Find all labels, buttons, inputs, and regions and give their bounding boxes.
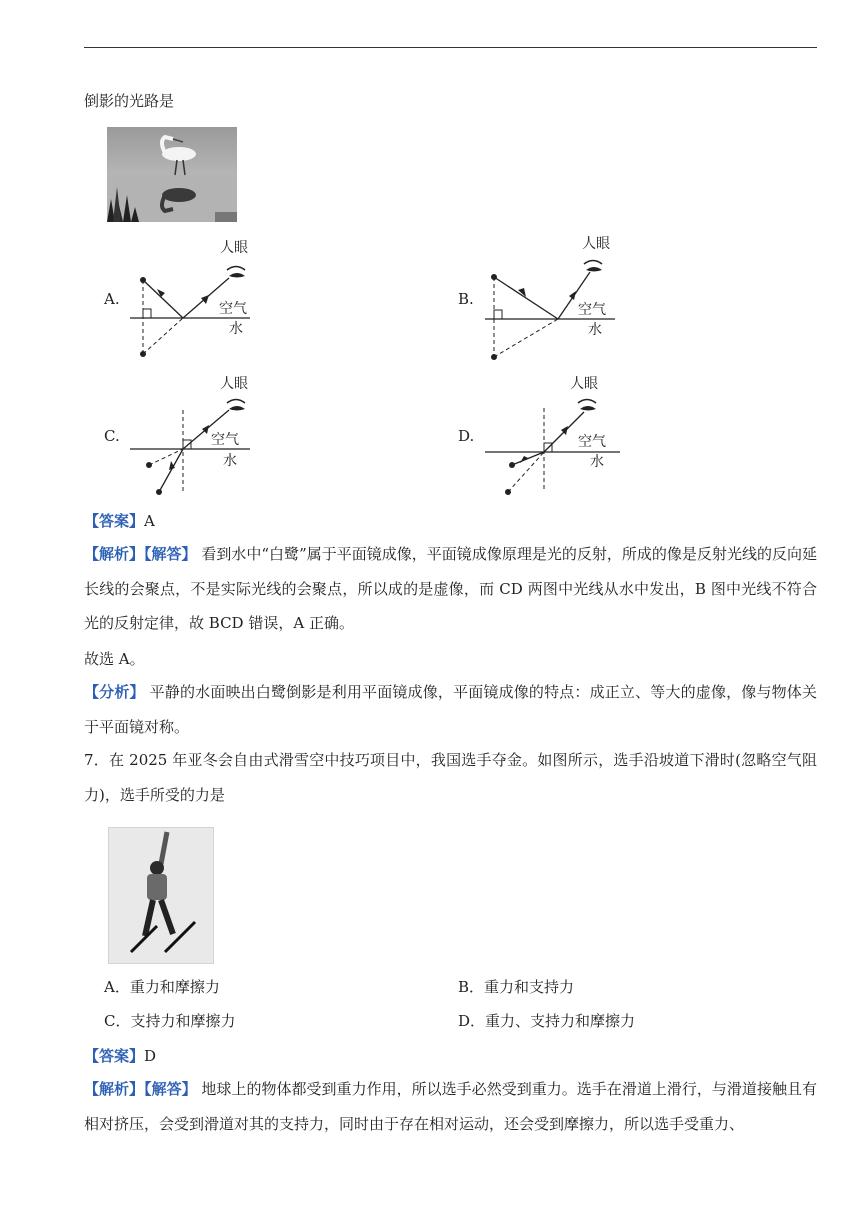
- svg-text:空气: 空气: [578, 302, 606, 318]
- eye-icon: [584, 261, 602, 272]
- svg-text:水: 水: [223, 453, 237, 469]
- answer-value: A: [144, 512, 155, 530]
- q6-analysis: [84, 537, 817, 641]
- option-a-diagram: [125, 232, 265, 362]
- eye-icon: [578, 400, 596, 411]
- option-b-diagram: [480, 230, 625, 362]
- q6-stem-tail: 倒影的光路是: [84, 92, 175, 110]
- egret-reflection-photo: [107, 127, 237, 222]
- header-rule: [84, 47, 817, 48]
- q6-answer-line: [84, 503, 155, 539]
- eye-icon: [227, 400, 245, 411]
- svg-text:空气: 空气: [578, 434, 606, 450]
- svg-text:空气: 空气: [211, 432, 239, 448]
- option-d-diagram: [480, 368, 625, 498]
- svg-text:水: 水: [590, 454, 604, 470]
- svg-text:人眼: 人眼: [570, 376, 598, 392]
- q7-option-b: B．重力和支持力: [458, 978, 575, 996]
- answer-tag: 【答案】: [84, 512, 145, 530]
- q7-option-c: C．支持力和摩擦力: [104, 1012, 236, 1030]
- option-d-label: D.: [458, 427, 475, 445]
- analysis-text: 看到水中“白鹭”属于平面镜成像，平面镜成像原理是光的反射，所成的像是反射光线的反向延长线的会聚点，不是实际光线的会聚点，所以成的是虚像，而 CD 两图中光线从水中发出，B 图中光线不符合光的反射定律，故 BCD 错误，A 正确。: [84, 545, 817, 632]
- q7-stem: 7．在 2025 年亚冬会自由式滑雪空中技巧项目中，我国选手夺金。如图所示，选手沿坡道下滑时(忽略空气阻力)，选手所受的力是: [84, 751, 817, 804]
- q7-answer-line: [84, 1038, 156, 1074]
- option-c-label: C.: [104, 427, 120, 445]
- analysis-tag: 【解析】【解答】: [84, 1080, 197, 1098]
- answer-value: D: [144, 1047, 157, 1065]
- q7-analysis: [84, 1072, 817, 1141]
- analysis-text: 地球上的物体都受到重力作用，所以选手必然受到重力。选手在滑道上滑行，与滑道接触且有相对挤压，会受到滑道对其的支持力，同时由于存在相对运动，还会受到摩擦力，所以选手受重力、: [84, 1080, 817, 1133]
- fenxi-tag: 【分析】: [84, 683, 145, 701]
- fenxi-text: 平静的水面映出白鹭倒影是利用平面镜成像，平面镜成像的特点：成正立、等大的虚像，像与物体关于平面镜对称。: [84, 683, 817, 736]
- option-a-label: A.: [104, 290, 120, 308]
- svg-text:人眼: 人眼: [582, 236, 610, 252]
- q7-option-a: A．重力和摩擦力: [104, 978, 220, 996]
- answer-tag: 【答案】: [84, 1047, 145, 1065]
- air-label: 空气: [219, 301, 247, 317]
- option-c-diagram: [125, 370, 265, 500]
- q7-option-d: D．重力、支持力和摩擦力: [458, 1012, 636, 1030]
- q6-fenxi: [84, 675, 817, 744]
- analysis-tag: 【解析】【解答】: [84, 545, 197, 563]
- svg-text:人眼: 人眼: [220, 376, 248, 392]
- q6-choose: 故选 A。: [84, 650, 145, 668]
- eye-label: 人眼: [220, 240, 248, 256]
- skier-photo: [108, 827, 214, 964]
- eye-icon: [227, 267, 245, 278]
- svg-text:水: 水: [588, 322, 602, 338]
- option-b-label: B.: [458, 290, 474, 308]
- water-label: 水: [229, 321, 243, 337]
